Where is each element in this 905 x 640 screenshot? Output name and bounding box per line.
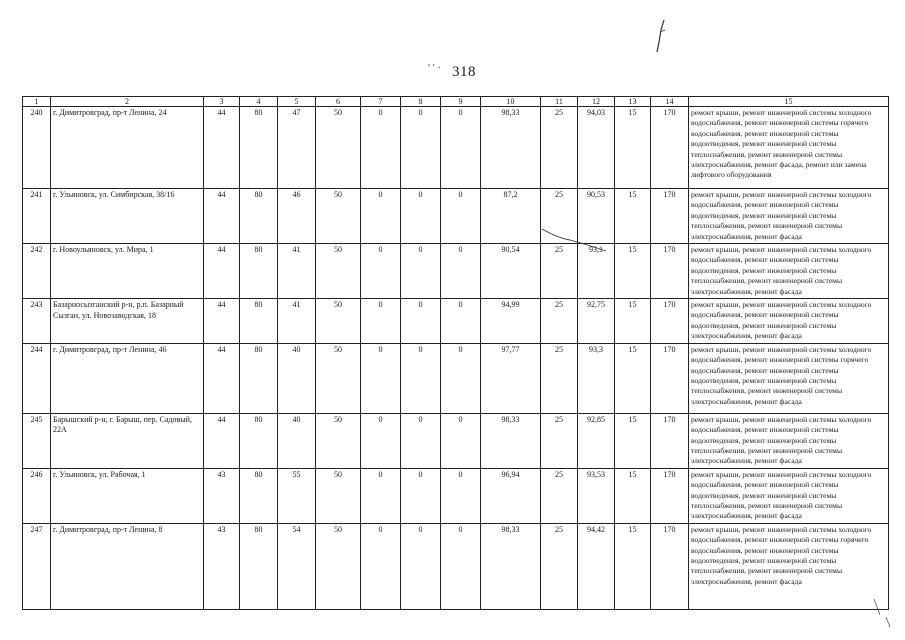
value-cell-c7: 0 xyxy=(361,468,401,523)
address-cell: г. Димитровград, пр-т Ленина, 46 xyxy=(51,343,204,413)
column-header-11: 11 xyxy=(541,97,578,107)
value-cell-c12: 93,3 xyxy=(578,343,615,413)
value-cell-c12: 94,03 xyxy=(578,107,615,189)
handwritten-mark xyxy=(652,18,670,54)
value-cell-c6: 50 xyxy=(316,107,361,189)
value-cell-c13: 15 xyxy=(615,299,651,344)
value-cell-c13: 15 xyxy=(615,468,651,523)
value-cell-c13: 15 xyxy=(615,413,651,468)
value-cell-c8: 0 xyxy=(401,107,441,189)
row-number: 240 xyxy=(23,107,51,189)
table-row xyxy=(23,299,889,344)
value-cell-c7: 0 xyxy=(361,413,401,468)
value-cell-c4: 80 xyxy=(240,189,278,244)
value-cell-c9: 0 xyxy=(441,413,481,468)
value-cell-c6: 50 xyxy=(316,468,361,523)
value-cell-c11: 25 xyxy=(541,343,578,413)
works-cell: ремонт крыши, ремонт инженерной системы холодного водоснабжения, ремонт инженерной системы горячего водоснабжения, ремонт инженерной системы водоотведения, ремонт инженерной системы теплоснабжения, ремонт инженерной системы электроснабжения, ремонт фасада xyxy=(689,343,889,413)
address-cell: г. Димитровград, пр-т Ленина, 8 xyxy=(51,523,204,609)
column-header-14: 14 xyxy=(651,97,689,107)
works-cell: ремонт крыши, ремонт инженерной системы холодного водоснабжения, ремонт инженерной системы горячего водоснабжения, ремонт инженерной системы водоотведения, ремонт инженерной системы теплоснабжения, ремонт инженерной системы электроснабжения, ремонт фасада xyxy=(689,523,889,609)
value-cell-c13: 15 xyxy=(615,107,651,189)
value-cell-c11: 25 xyxy=(541,107,578,189)
column-header-3: 3 xyxy=(204,97,240,107)
column-header-8: 8 xyxy=(401,97,441,107)
column-header-7: 7 xyxy=(361,97,401,107)
value-cell-c3: 44 xyxy=(204,189,240,244)
value-cell-c8: 0 xyxy=(401,343,441,413)
address-cell: г. Ульяновск, ул. Симбирская, 38/16 xyxy=(51,189,204,244)
repair-program-table xyxy=(22,96,889,610)
column-header-15: 15 xyxy=(689,97,889,107)
value-cell-c8: 0 xyxy=(401,523,441,609)
column-header-5: 5 xyxy=(278,97,316,107)
value-cell-c6: 50 xyxy=(316,413,361,468)
value-cell-c6: 50 xyxy=(316,244,361,299)
works-cell: ремонт крыши, ремонт инженерной системы холодного водоснабжения, ремонт инженерной системы водоотведения, ремонт инженерной системы теплоснабжения, ремонт инженерной системы электроснабжения, ремонт фасада xyxy=(689,244,889,299)
value-cell-c3: 44 xyxy=(204,413,240,468)
value-cell-c13: 15 xyxy=(615,523,651,609)
value-cell-c11: 25 xyxy=(541,523,578,609)
column-header-2: 2 xyxy=(51,97,204,107)
value-cell-c5: 55 xyxy=(278,468,316,523)
value-cell-c12: 92,85 xyxy=(578,413,615,468)
column-header-4: 4 xyxy=(240,97,278,107)
works-cell: ремонт крыши, ремонт инженерной системы холодного водоснабжения, ремонт инженерной системы водоотведения, ремонт инженерной системы электроснабжения, ремонт фасада xyxy=(689,299,889,344)
value-cell-c10: 90,54 xyxy=(481,244,541,299)
value-cell-c8: 0 xyxy=(401,244,441,299)
value-cell-c5: 40 xyxy=(278,413,316,468)
value-cell-c12: 94,42 xyxy=(578,523,615,609)
value-cell-c12: 93,1 xyxy=(578,244,615,299)
value-cell-c10: 98,33 xyxy=(481,107,541,189)
value-cell-c4: 80 xyxy=(240,523,278,609)
header-row xyxy=(23,97,889,107)
works-cell: ремонт крыши, ремонт инженерной системы холодного водоснабжения, ремонт инженерной системы горячего водоснабжения, ремонт инженерной системы водоотведения, ремонт инженерной системы теплоснабжения, ремонт инженерной системы электроснабжения, ремонт фасада, ремонт или замена лифтового оборудования xyxy=(689,107,889,189)
value-cell-c7: 0 xyxy=(361,189,401,244)
value-cell-c6: 50 xyxy=(316,523,361,609)
value-cell-c10: 97,77 xyxy=(481,343,541,413)
value-cell-c7: 0 xyxy=(361,107,401,189)
row-number: 244 xyxy=(23,343,51,413)
value-cell-c8: 0 xyxy=(401,468,441,523)
column-header-13: 13 xyxy=(615,97,651,107)
value-cell-c10: 87,2 xyxy=(481,189,541,244)
value-cell-c14: 170 xyxy=(651,468,689,523)
value-cell-c9: 0 xyxy=(441,244,481,299)
value-cell-c3: 44 xyxy=(204,107,240,189)
value-cell-c5: 41 xyxy=(278,299,316,344)
row-number: 247 xyxy=(23,523,51,609)
value-cell-c14: 170 xyxy=(651,343,689,413)
value-cell-c6: 50 xyxy=(316,343,361,413)
value-cell-c14: 170 xyxy=(651,299,689,344)
table-row xyxy=(23,244,889,299)
works-cell: ремонт крыши, ремонт инженерной системы холодного водоснабжения, ремонт инженерной системы водоотведения, ремонт инженерной системы теплоснабжения, ремонт инженерной системы электроснабжения, ремонт фасада xyxy=(689,189,889,244)
value-cell-c11: 25 xyxy=(541,299,578,344)
value-cell-c4: 80 xyxy=(240,468,278,523)
row-number: 246 xyxy=(23,468,51,523)
column-header-9: 9 xyxy=(441,97,481,107)
address-cell: г. Новоульяновск, ул. Мира, 1 xyxy=(51,244,204,299)
address-cell: Барышский р-н, г. Барыш, пер. Садовый, 22А xyxy=(51,413,204,468)
value-cell-c6: 50 xyxy=(316,299,361,344)
value-cell-c5: 41 xyxy=(278,244,316,299)
address-cell: г. Ульяновск, ул. Рабочая, 1 xyxy=(51,468,204,523)
value-cell-c9: 0 xyxy=(441,343,481,413)
column-header-6: 6 xyxy=(316,97,361,107)
column-header-1: 1 xyxy=(23,97,51,107)
value-cell-c8: 0 xyxy=(401,189,441,244)
works-cell: ремонт крыши, ремонт инженерной системы холодного водоснабжения, ремонт инженерной системы водоотведения, ремонт инженерной системы теплоснабжения, ремонт инженерной системы электроснабжения, ремонт фасада xyxy=(689,468,889,523)
value-cell-c7: 0 xyxy=(361,244,401,299)
value-cell-c11: 25 xyxy=(541,244,578,299)
address-cell: Базарносызганский р-н, р.п. Базарный Сызган, ул. Новозаводская, 18 xyxy=(51,299,204,344)
value-cell-c5: 47 xyxy=(278,107,316,189)
value-cell-c3: 43 xyxy=(204,468,240,523)
value-cell-c3: 44 xyxy=(204,299,240,344)
column-header-10: 10 xyxy=(481,97,541,107)
value-cell-c7: 0 xyxy=(361,299,401,344)
value-cell-c3: 43 xyxy=(204,523,240,609)
value-cell-c14: 170 xyxy=(651,189,689,244)
table-body xyxy=(23,107,889,610)
value-cell-c13: 15 xyxy=(615,244,651,299)
value-cell-c10: 98,33 xyxy=(481,523,541,609)
value-cell-c8: 0 xyxy=(401,299,441,344)
table-row xyxy=(23,468,889,523)
value-cell-c7: 0 xyxy=(361,523,401,609)
value-cell-c12: 92,75 xyxy=(578,299,615,344)
value-cell-c9: 0 xyxy=(441,107,481,189)
page-number: 318 xyxy=(452,64,476,80)
value-cell-c14: 170 xyxy=(651,244,689,299)
value-cell-c10: 98,33 xyxy=(481,413,541,468)
value-cell-c10: 94,99 xyxy=(481,299,541,344)
table-row xyxy=(23,413,889,468)
row-number: 243 xyxy=(23,299,51,344)
row-number: 242 xyxy=(23,244,51,299)
value-cell-c4: 80 xyxy=(240,299,278,344)
value-cell-c4: 80 xyxy=(240,244,278,299)
value-cell-c10: 96,94 xyxy=(481,468,541,523)
value-cell-c12: 90,53 xyxy=(578,189,615,244)
value-cell-c14: 170 xyxy=(651,107,689,189)
value-cell-c5: 40 xyxy=(278,343,316,413)
value-cell-c4: 80 xyxy=(240,107,278,189)
value-cell-c3: 44 xyxy=(204,244,240,299)
value-cell-c9: 0 xyxy=(441,468,481,523)
value-cell-c14: 170 xyxy=(651,523,689,609)
column-header-12: 12 xyxy=(578,97,615,107)
value-cell-c5: 54 xyxy=(278,523,316,609)
value-cell-c5: 46 xyxy=(278,189,316,244)
value-cell-c4: 80 xyxy=(240,413,278,468)
value-cell-c6: 50 xyxy=(316,189,361,244)
value-cell-c14: 170 xyxy=(651,413,689,468)
value-cell-c9: 0 xyxy=(441,523,481,609)
row-number: 241 xyxy=(23,189,51,244)
works-cell: ремонт крыши, ремонт инженерной системы холодного водоснабжения, ремонт инженерной системы водоотведения, ремонт инженерной системы теплоснабжения, ремонт инженерной системы электроснабжения, ремонт фасада xyxy=(689,413,889,468)
address-cell: г. Димитровград, пр-т Ленина, 24 xyxy=(51,107,204,189)
value-cell-c11: 25 xyxy=(541,413,578,468)
table-row xyxy=(23,189,889,244)
value-cell-c8: 0 xyxy=(401,413,441,468)
value-cell-c3: 44 xyxy=(204,343,240,413)
row-number: 245 xyxy=(23,413,51,468)
table-row xyxy=(23,107,889,189)
value-cell-c12: 93,53 xyxy=(578,468,615,523)
value-cell-c11: 25 xyxy=(541,468,578,523)
value-cell-c4: 80 xyxy=(240,343,278,413)
value-cell-c7: 0 xyxy=(361,343,401,413)
value-cell-c9: 0 xyxy=(441,299,481,344)
value-cell-c13: 15 xyxy=(615,343,651,413)
scan-dots: ' ' · xyxy=(428,62,442,74)
table-row xyxy=(23,523,889,609)
value-cell-c11: 25 xyxy=(541,189,578,244)
value-cell-c13: 15 xyxy=(615,189,651,244)
table-row xyxy=(23,343,889,413)
value-cell-c9: 0 xyxy=(441,189,481,244)
